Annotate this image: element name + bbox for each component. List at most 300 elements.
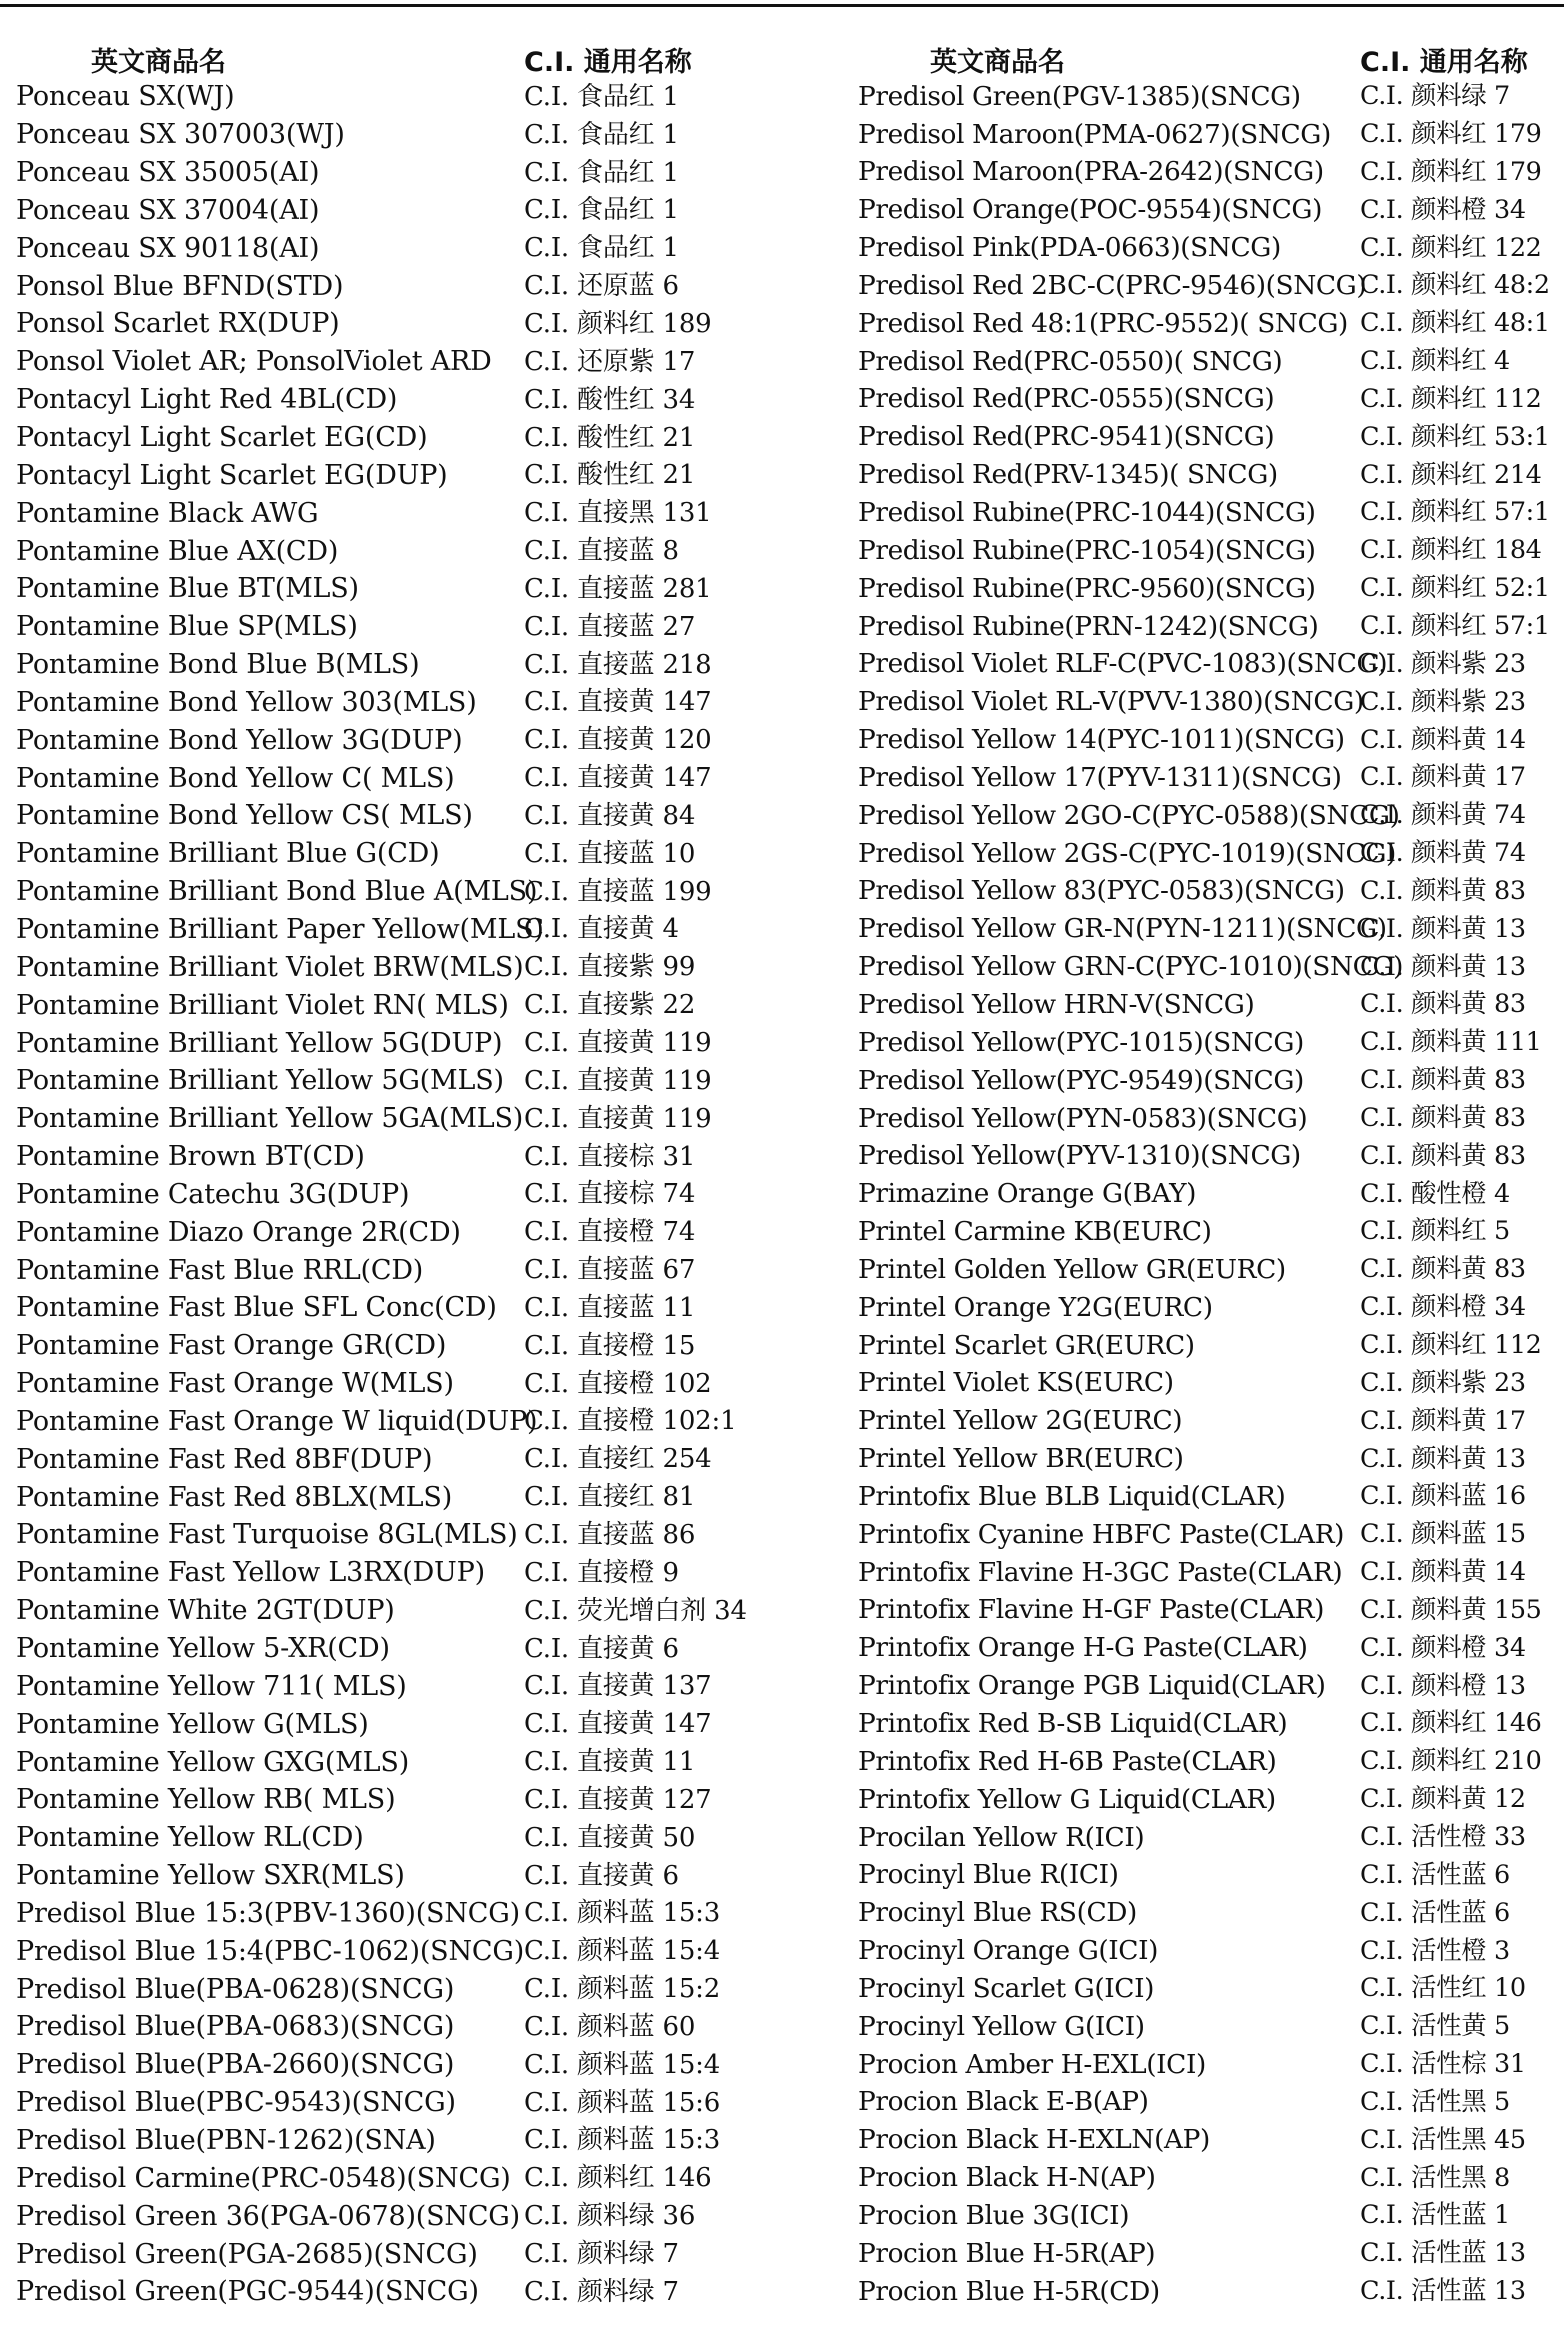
trade-name-cell: Pontamine Diazo Orange 2R(CD) xyxy=(16,1216,461,1248)
trade-name-cell: Predisol Green(PGC-9544)(SNCG) xyxy=(16,2276,479,2308)
trade-name-cell: Pontamine Fast Turquoise 8GL(MLS) xyxy=(16,1519,518,1551)
ci-name-cell: C.I. 颜料红 48:2 xyxy=(1360,270,1550,301)
right-table-row xyxy=(858,646,1564,684)
left-table-row xyxy=(16,797,806,835)
left-table-row xyxy=(16,646,806,684)
trade-name-cell: Printofix Yellow G Liquid(CLAR) xyxy=(858,1783,1276,1815)
trade-name-cell: Pontamine Yellow 5-XR(CD) xyxy=(16,1633,390,1665)
trade-name-cell: Procinyl Blue RS(CD) xyxy=(858,1897,1137,1929)
right-table-row xyxy=(858,1705,1564,1743)
ci-name-cell: C.I. 颜料蓝 15:4 xyxy=(524,2049,721,2080)
ci-name-cell: C.I. 颜料红 52:1 xyxy=(1360,573,1550,604)
trade-name-cell: Printel Golden Yellow GR(EURC) xyxy=(858,1253,1286,1285)
left-table-row xyxy=(16,721,806,759)
trade-name-cell: Pontacyl Light Scarlet EG(DUP) xyxy=(16,459,448,491)
ci-name-cell: C.I. 颜料黄 83 xyxy=(1360,1065,1526,1096)
right-table-row xyxy=(858,1554,1564,1592)
ci-name-cell: C.I. 颜料黄 83 xyxy=(1360,1254,1526,1285)
right-table-row xyxy=(858,1932,1564,1970)
trade-name-cell: Procinyl Orange G(ICI) xyxy=(858,1935,1159,1967)
trade-name-cell: Ponceau SX(WJ) xyxy=(16,81,235,113)
left-table-row xyxy=(16,1895,806,1933)
trade-name-cell: Predisol Green(PGV-1385)(SNCG) xyxy=(858,80,1301,112)
right-table-row xyxy=(858,1100,1564,1138)
ci-name-cell: C.I. 颜料黄 13 xyxy=(1360,1443,1526,1474)
right-rows xyxy=(858,78,1564,2311)
left-table-row xyxy=(16,419,806,457)
ci-name-cell: C.I. 直接黄 84 xyxy=(524,800,696,831)
ci-name-cell: C.I. 直接黄 137 xyxy=(524,1671,712,1702)
right-table-row xyxy=(858,608,1564,646)
trade-name-cell: Procion Blue 3G(ICI) xyxy=(858,2199,1130,2231)
right-table-row xyxy=(858,2159,1564,2197)
left-table-row xyxy=(16,1100,806,1138)
ci-name-cell: C.I. 颜料绿 7 xyxy=(1360,81,1510,112)
left-header-ci: C.I. 通用名称 xyxy=(524,46,692,78)
right-table xyxy=(858,40,1564,2311)
ci-name-cell: C.I. 颜料蓝 15:3 xyxy=(524,2125,721,2156)
left-table-row xyxy=(16,1630,806,1668)
ci-name-cell: C.I. 直接黄 120 xyxy=(524,725,712,756)
trade-name-cell: Predisol Carmine(PRC-0548)(SNCG) xyxy=(16,2162,511,2194)
right-table-row xyxy=(858,192,1564,230)
right-table-row xyxy=(858,1062,1564,1100)
ci-name-cell: C.I. 食品红 1 xyxy=(524,81,679,112)
right-table-row xyxy=(858,759,1564,797)
left-table-row xyxy=(16,305,806,343)
trade-name-cell: Pontamine Fast Blue SFL Conc(CD) xyxy=(16,1292,497,1324)
trade-name-cell: Pontamine White 2GT(DUP) xyxy=(16,1595,395,1627)
trade-name-cell: Predisol Red(PRV-1345)( SNCG) xyxy=(858,459,1278,491)
ci-name-cell: C.I. 直接黄 119 xyxy=(524,1103,712,1134)
left-table-row xyxy=(16,494,806,532)
ci-name-cell: C.I. 颜料黄 74 xyxy=(1360,800,1526,831)
ci-name-cell: C.I. 颜料蓝 15:6 xyxy=(524,2087,721,2118)
left-table-row xyxy=(16,1554,806,1592)
ci-name-cell: C.I. 颜料红 53:1 xyxy=(1360,421,1550,452)
left-table-row xyxy=(16,192,806,230)
ci-name-cell: C.I. 食品红 1 xyxy=(524,157,679,188)
trade-name-cell: Ponceau SX 90118(AI) xyxy=(16,232,320,264)
left-table-row xyxy=(16,986,806,1024)
ci-name-cell: C.I. 颜料蓝 15:3 xyxy=(524,1898,721,1929)
ci-name-cell: C.I. 直接黄 4 xyxy=(524,914,679,945)
ci-name-cell: C.I. 直接黄 147 xyxy=(524,687,712,718)
trade-name-cell: Predisol Blue(PBA-2660)(SNCG) xyxy=(16,2049,455,2081)
right-table-row xyxy=(858,1024,1564,1062)
right-table-row xyxy=(858,1289,1564,1327)
right-table-row xyxy=(858,1251,1564,1289)
ci-name-cell: C.I. 颜料红 179 xyxy=(1360,119,1542,150)
right-table-row xyxy=(858,1743,1564,1781)
ci-name-cell: C.I. 还原紫 17 xyxy=(524,346,696,377)
trade-name-cell: Pontamine Yellow GXG(MLS) xyxy=(16,1746,410,1778)
ci-name-cell: C.I. 活性蓝 6 xyxy=(1360,1859,1510,1890)
ci-name-cell: C.I. 食品红 1 xyxy=(524,195,679,226)
ci-name-cell: C.I. 还原蓝 6 xyxy=(524,271,679,302)
ci-name-cell: C.I. 颜料红 112 xyxy=(1360,1330,1542,1361)
right-table-row xyxy=(858,948,1564,986)
trade-name-cell: Printofix Flavine H-3GC Paste(CLAR) xyxy=(858,1556,1343,1588)
ci-name-cell: C.I. 颜料黄 12 xyxy=(1360,1784,1526,1815)
ci-name-cell: C.I. 颜料红 122 xyxy=(1360,232,1542,263)
left-table-row xyxy=(16,1289,806,1327)
ci-name-cell: C.I. 直接蓝 27 xyxy=(524,611,696,642)
right-table-row xyxy=(858,570,1564,608)
ci-name-cell: C.I. 直接蓝 11 xyxy=(524,1292,696,1323)
trade-name-cell: Procinyl Yellow G(ICI) xyxy=(858,2010,1145,2042)
right-table-row xyxy=(858,532,1564,570)
trade-name-cell: Printofix Red B-SB Liquid(CLAR) xyxy=(858,1708,1288,1739)
trade-name-cell: Pontamine Yellow 711( MLS) xyxy=(16,1670,407,1702)
right-table-row xyxy=(858,2046,1564,2084)
trade-name-cell: Pontamine Bond Yellow 303(MLS) xyxy=(16,686,477,718)
trade-name-cell: Predisol Yellow 17(PYV-1311)(SNCG) xyxy=(858,761,1342,793)
left-table-row xyxy=(16,1440,806,1478)
ci-name-cell: C.I. 直接黄 147 xyxy=(524,1709,712,1740)
trade-name-cell: Predisol Yellow 14(PYC-1011)(SNCG) xyxy=(858,724,1345,756)
left-table-row xyxy=(16,1024,806,1062)
ci-name-cell: C.I. 颜料绿 7 xyxy=(524,2239,679,2270)
ci-name-cell: C.I. 直接蓝 281 xyxy=(524,573,712,604)
ci-name-cell: C.I. 颜料黄 13 xyxy=(1360,913,1526,944)
trade-name-cell: Ponceau SX 37004(AI) xyxy=(16,194,320,226)
right-table-row xyxy=(858,494,1564,532)
right-table-row xyxy=(858,2273,1564,2311)
left-table-row xyxy=(16,1062,806,1100)
trade-name-cell: Printel Violet KS(EURC) xyxy=(858,1367,1174,1399)
trade-name-cell: Pontamine Blue AX(CD) xyxy=(16,535,339,567)
left-table-row xyxy=(16,267,806,305)
left-table-row xyxy=(16,835,806,873)
ci-name-cell: C.I. 颜料红 210 xyxy=(1360,1746,1542,1777)
left-header-name: 英文商品名 xyxy=(91,46,226,78)
ci-name-cell: C.I. 活性蓝 1 xyxy=(1360,2200,1510,2231)
trade-name-cell: Procion Amber H-EXL(ICI) xyxy=(858,2048,1206,2080)
trade-name-cell: Predisol Red(PRC-0550)( SNCG) xyxy=(858,345,1283,377)
trade-name-cell: Predisol Red(PRC-9541)(SNCG) xyxy=(858,421,1275,453)
right-table-row xyxy=(858,911,1564,949)
right-table-row xyxy=(858,1440,1564,1478)
left-table-row xyxy=(16,2046,806,2084)
ci-name-cell: C.I. 荧光增白剂 34 xyxy=(524,1595,747,1626)
ci-name-cell: C.I. 直接蓝 67 xyxy=(524,1255,696,1286)
trade-name-cell: Pontamine Blue SP(MLS) xyxy=(16,611,358,643)
trade-name-cell: Predisol Red 48:1(PRC-9552)( SNCG) xyxy=(858,307,1348,339)
ci-name-cell: C.I. 颜料蓝 15 xyxy=(1360,1519,1526,1550)
ci-name-cell: C.I. 酸性红 21 xyxy=(524,422,696,453)
trade-name-cell: Predisol Blue(PBC-9543)(SNCG) xyxy=(16,2087,456,2119)
trade-name-cell: Pontamine Fast Blue RRL(CD) xyxy=(16,1254,424,1286)
trade-name-cell: Predisol Violet RLF-C(PVC-1083)(SNCG) xyxy=(858,648,1388,680)
trade-name-cell: Procion Blue H-5R(CD) xyxy=(858,2275,1160,2307)
left-table-row xyxy=(16,2084,806,2122)
right-table-row xyxy=(858,381,1564,419)
right-table-row xyxy=(858,684,1564,722)
right-table-row xyxy=(858,1516,1564,1554)
ci-name-cell: C.I. 颜料橙 34 xyxy=(1360,1292,1526,1323)
right-table-row xyxy=(858,267,1564,305)
trade-name-cell: Ponsol Scarlet RX(DUP) xyxy=(16,308,340,340)
trade-name-cell: Pontamine Brilliant Bond Blue A(MLS) xyxy=(16,876,538,908)
right-table-row xyxy=(858,1365,1564,1403)
ci-name-cell: C.I. 直接橙 9 xyxy=(524,1557,679,1588)
ci-name-cell: C.I. 直接蓝 86 xyxy=(524,1519,696,1550)
trade-name-cell: Pontamine Bond Yellow C( MLS) xyxy=(16,762,455,794)
trade-name-cell: Pontamine Fast Orange W liquid(DUP) xyxy=(16,1405,538,1437)
left-table-row xyxy=(16,948,806,986)
ci-name-cell: C.I. 颜料红 4 xyxy=(1360,346,1510,377)
ci-name-cell: C.I. 颜料红 146 xyxy=(1360,1708,1542,1739)
ci-name-cell: C.I. 颜料黄 14 xyxy=(1360,724,1526,755)
left-table-row xyxy=(16,1327,806,1365)
left-table-row xyxy=(16,1819,806,1857)
trade-name-cell: Printofix Cyanine HBFC Paste(CLAR) xyxy=(858,1518,1345,1550)
ci-name-cell: C.I. 颜料红 179 xyxy=(1360,156,1542,187)
trade-name-cell: Pontamine Yellow RB( MLS) xyxy=(16,1784,396,1816)
ci-name-cell: C.I. 颜料黄 111 xyxy=(1360,1027,1542,1058)
trade-name-cell: Pontamine Bond Yellow CS( MLS) xyxy=(16,800,473,832)
ci-name-cell: C.I. 直接蓝 199 xyxy=(524,876,712,907)
trade-name-cell: Predisol Yellow GR-N(PYN-1211)(SNCG) xyxy=(858,913,1387,945)
right-table-row xyxy=(858,797,1564,835)
trade-name-cell: Pontamine Brilliant Yellow 5G(DUP) xyxy=(16,1027,503,1059)
right-table-row xyxy=(858,1478,1564,1516)
left-table-row xyxy=(16,1781,806,1819)
ci-name-cell: C.I. 直接黄 127 xyxy=(524,1784,712,1815)
left-table-row xyxy=(16,2008,806,2046)
ci-name-cell: C.I. 颜料绿 36 xyxy=(524,2201,696,2232)
right-table-row xyxy=(858,1819,1564,1857)
trade-name-cell: Pontacyl Light Scarlet EG(CD) xyxy=(16,422,428,454)
ci-name-cell: C.I. 直接蓝 8 xyxy=(524,536,679,567)
trade-name-cell: Predisol Blue 15:4(PBC-1062)(SNCG) xyxy=(16,1935,525,1967)
trade-name-cell: Printel Carmine KB(EURC) xyxy=(858,1216,1212,1248)
trade-name-cell: Printel Orange Y2G(EURC) xyxy=(858,1291,1213,1323)
trade-name-cell: Predisol Orange(POC-9554)(SNCG) xyxy=(858,194,1322,226)
trade-name-cell: Predisol Green 36(PGA-0678)(SNCG) xyxy=(16,2200,521,2232)
ci-name-cell: C.I. 酸性红 21 xyxy=(524,460,696,491)
ci-name-cell: C.I. 活性蓝 13 xyxy=(1360,2276,1526,2307)
left-table-row xyxy=(16,1175,806,1213)
ci-name-cell: C.I. 活性黄 5 xyxy=(1360,2011,1510,2042)
right-table-row xyxy=(858,2122,1564,2160)
ci-name-cell: C.I. 颜料黄 83 xyxy=(1360,875,1526,906)
right-table-row xyxy=(858,1630,1564,1668)
trade-name-cell: Predisol Blue 15:3(PBV-1360)(SNCG) xyxy=(16,1897,520,1929)
trade-name-cell: Predisol Pink(PDA-0663)(SNCG) xyxy=(858,232,1281,264)
ci-name-cell: C.I. 颜料红 146 xyxy=(524,2163,712,2194)
trade-name-cell: Procinyl Scarlet G(ICI) xyxy=(858,1972,1154,2004)
right-header-ci: C.I. 通用名称 xyxy=(1360,46,1528,78)
ci-name-cell: C.I. 直接红 81 xyxy=(524,1482,696,1513)
trade-name-cell: Pontamine Yellow G(MLS) xyxy=(16,1708,369,1740)
trade-name-cell: Pontamine Fast Orange GR(CD) xyxy=(16,1330,447,1362)
trade-name-cell: Pontamine Brilliant Violet RN( MLS) xyxy=(16,989,509,1021)
ci-name-cell: C.I. 活性棕 31 xyxy=(1360,2049,1526,2080)
trade-name-cell: Pontamine Catechu 3G(DUP) xyxy=(16,1178,410,1210)
ci-name-cell: C.I. 活性蓝 6 xyxy=(1360,1897,1510,1928)
ci-name-cell: C.I. 食品红 1 xyxy=(524,233,679,264)
ci-name-cell: C.I. 直接黄 6 xyxy=(524,1633,679,1664)
left-table-row xyxy=(16,1516,806,1554)
ci-name-cell: C.I. 颜料蓝 15:2 xyxy=(524,1974,721,2005)
trade-name-cell: Predisol Maroon(PMA-0627)(SNCG) xyxy=(858,118,1331,150)
right-table-row xyxy=(858,873,1564,911)
trade-name-cell: Printofix Flavine H-GF Paste(CLAR) xyxy=(858,1594,1325,1626)
ci-name-cell: C.I. 直接红 254 xyxy=(524,1444,712,1475)
ci-name-cell: C.I. 颜料黄 83 xyxy=(1360,1140,1526,1171)
ci-name-cell: C.I. 直接紫 99 xyxy=(524,952,696,983)
right-table-row xyxy=(858,1175,1564,1213)
trade-name-cell: Pontamine Yellow RL(CD) xyxy=(16,1822,364,1854)
left-table-row xyxy=(16,2197,806,2235)
right-table-row xyxy=(858,1403,1564,1441)
trade-name-cell: Printofix Orange PGB Liquid(CLAR) xyxy=(858,1670,1326,1702)
ci-name-cell: C.I. 直接黄 147 xyxy=(524,763,712,794)
trade-name-cell: Predisol Violet RL-V(PVV-1380)(SNCG) xyxy=(858,686,1364,718)
trade-name-cell: Predisol Blue(PBA-0683)(SNCG) xyxy=(16,2011,455,2043)
left-table-row xyxy=(16,1365,806,1403)
ci-name-cell: C.I. 直接棕 74 xyxy=(524,1179,696,1210)
left-table-row xyxy=(16,873,806,911)
ci-name-cell: C.I. 颜料紫 23 xyxy=(1360,686,1526,717)
right-table-row xyxy=(858,1327,1564,1365)
trade-name-cell: Pontamine Black AWG xyxy=(16,497,319,529)
trade-name-cell: Procilan Yellow R(ICI) xyxy=(858,1821,1145,1853)
trade-name-cell: Predisol Yellow GRN-C(PYC-1010)(SNCG) xyxy=(858,951,1404,983)
left-table-row xyxy=(16,608,806,646)
right-table-row xyxy=(858,2235,1564,2273)
ci-name-cell: C.I. 颜料紫 23 xyxy=(1360,1367,1526,1398)
trade-name-cell: Pontamine Brilliant Violet BRW(MLS) xyxy=(16,951,524,983)
left-table-row xyxy=(16,2122,806,2160)
ci-name-cell: C.I. 颜料红 57:1 xyxy=(1360,610,1550,641)
trade-name-cell: Predisol Rubine(PRN-1242)(SNCG) xyxy=(858,610,1319,642)
right-table-row xyxy=(858,1857,1564,1895)
ci-name-cell: C.I. 直接紫 22 xyxy=(524,990,696,1021)
trade-name-cell: Printel Yellow BR(EURC) xyxy=(858,1443,1184,1475)
trade-name-cell: Predisol Yellow HRN-V(SNCG) xyxy=(858,988,1255,1020)
trade-name-cell: Pontamine Bond Yellow 3G(DUP) xyxy=(16,724,463,756)
ci-name-cell: C.I. 直接橙 74 xyxy=(524,1217,696,1248)
left-table-row xyxy=(16,2159,806,2197)
ci-name-cell: C.I. 颜料绿 7 xyxy=(524,2276,679,2307)
left-table-row xyxy=(16,456,806,494)
trade-name-cell: Printel Scarlet GR(EURC) xyxy=(858,1329,1195,1361)
trade-name-cell: Predisol Maroon(PRA-2642)(SNCG) xyxy=(858,156,1324,188)
trade-name-cell: Pontamine Fast Yellow L3RX(DUP) xyxy=(16,1557,485,1589)
ci-name-cell: C.I. 直接黄 119 xyxy=(524,1028,712,1059)
ci-name-cell: C.I. 颜料黄 83 xyxy=(1360,989,1526,1020)
left-table-row xyxy=(16,1705,806,1743)
trade-name-cell: Predisol Rubine(PRC-1054)(SNCG) xyxy=(858,534,1316,566)
trade-name-cell: Pontamine Fast Red 8BLX(MLS) xyxy=(16,1481,453,1513)
trade-name-cell: Pontamine Yellow SXR(MLS) xyxy=(16,1860,405,1892)
ci-name-cell: C.I. 颜料紫 23 xyxy=(1360,648,1526,679)
trade-name-cell: Predisol Rubine(PRC-9560)(SNCG) xyxy=(858,572,1316,604)
ci-name-cell: C.I. 直接橙 15 xyxy=(524,1330,696,1361)
trade-name-cell: Predisol Rubine(PRC-1044)(SNCG) xyxy=(858,497,1316,528)
left-table-row xyxy=(16,1251,806,1289)
trade-name-cell: Pontamine Fast Red 8BF(DUP) xyxy=(16,1443,433,1475)
trade-name-cell: Predisol Yellow 83(PYC-0583)(SNCG) xyxy=(858,875,1345,907)
ci-name-cell: C.I. 颜料黄 17 xyxy=(1360,762,1526,793)
ci-name-cell: C.I. 颜料蓝 60 xyxy=(524,2011,696,2042)
ci-name-cell: C.I. 食品红 1 xyxy=(524,119,679,150)
trade-name-cell: Predisol Yellow(PYN-0583)(SNCG) xyxy=(858,1102,1308,1134)
left-table-row xyxy=(16,1478,806,1516)
ci-name-cell: C.I. 直接黑 131 xyxy=(524,498,712,529)
left-table-row xyxy=(16,2235,806,2273)
left-table-row xyxy=(16,1857,806,1895)
left-table-row xyxy=(16,532,806,570)
left-table-row xyxy=(16,2273,806,2311)
right-table-row xyxy=(858,2008,1564,2046)
ci-name-cell: C.I. 颜料红 5 xyxy=(1360,1216,1510,1247)
trade-name-cell: Pontamine Brilliant Yellow 5G(MLS) xyxy=(16,1065,504,1097)
trade-name-cell: Pontamine Blue BT(MLS) xyxy=(16,573,359,605)
trade-name-cell: Printofix Red H-6B Paste(CLAR) xyxy=(858,1745,1277,1777)
right-table-row xyxy=(858,1970,1564,2008)
trade-name-cell: Printofix Orange H-G Paste(CLAR) xyxy=(858,1632,1308,1664)
ci-name-cell: C.I. 直接黄 50 xyxy=(524,1822,696,1853)
right-table-row xyxy=(858,1781,1564,1819)
trade-name-cell: Predisol Yellow 2GO-C(PYC-0588)(SNCG) xyxy=(858,799,1400,831)
ci-name-cell: C.I. 活性橙 3 xyxy=(1360,1935,1510,1966)
left-table-row xyxy=(16,381,806,419)
ci-name-cell: C.I. 活性黑 8 xyxy=(1360,2162,1510,2193)
ci-name-cell: C.I. 颜料红 57:1 xyxy=(1360,497,1550,528)
trade-name-cell: Predisol Green(PGA-2685)(SNCG) xyxy=(16,2238,478,2270)
left-header-row xyxy=(16,40,806,78)
trade-name-cell: Ponsol Violet AR; PonsolViolet ARD xyxy=(16,346,492,378)
ci-name-cell: C.I. 直接黄 119 xyxy=(524,1065,712,1096)
left-table-row xyxy=(16,343,806,381)
right-table-row xyxy=(858,343,1564,381)
ci-name-cell: C.I. 颜料红 48:1 xyxy=(1360,308,1550,339)
trade-name-cell: Procion Black H-N(AP) xyxy=(858,2162,1156,2194)
trade-name-cell: Predisol Yellow(PYV-1310)(SNCG) xyxy=(858,1140,1301,1172)
right-table-row xyxy=(858,721,1564,759)
trade-name-cell: Procion Blue H-5R(AP) xyxy=(858,2237,1156,2269)
ci-name-cell: C.I. 颜料黄 83 xyxy=(1360,1102,1526,1133)
ci-name-cell: C.I. 活性黑 45 xyxy=(1360,2124,1526,2155)
ci-name-cell: C.I. 颜料蓝 16 xyxy=(1360,1481,1526,1512)
right-table-row xyxy=(858,116,1564,154)
right-table-row xyxy=(858,305,1564,343)
trade-name-cell: Pontamine Brilliant Paper Yellow(MLS) xyxy=(16,913,544,945)
left-table-row xyxy=(16,1932,806,1970)
right-table-row xyxy=(858,78,1564,116)
right-table-row xyxy=(858,2084,1564,2122)
left-table xyxy=(16,40,806,2311)
right-table-row xyxy=(858,456,1564,494)
trade-name-cell: Primazine Orange G(BAY) xyxy=(858,1178,1197,1210)
right-header-row xyxy=(858,40,1564,78)
left-table-row xyxy=(16,229,806,267)
right-table-row xyxy=(858,1895,1564,1933)
ci-name-cell: C.I. 颜料黄 13 xyxy=(1360,951,1526,982)
left-table-row xyxy=(16,154,806,192)
trade-name-cell: Procinyl Blue R(ICI) xyxy=(858,1859,1119,1891)
ci-name-cell: C.I. 颜料红 184 xyxy=(1360,535,1542,566)
left-table-row xyxy=(16,1403,806,1441)
left-table-row xyxy=(16,116,806,154)
trade-name-cell: Predisol Yellow 2GS-C(PYC-1019)(SNCG) xyxy=(858,837,1396,869)
trade-name-cell: Pontamine Brilliant Yellow 5GA(MLS) xyxy=(16,1103,524,1135)
trade-name-cell: Printel Yellow 2G(EURC) xyxy=(858,1405,1183,1437)
